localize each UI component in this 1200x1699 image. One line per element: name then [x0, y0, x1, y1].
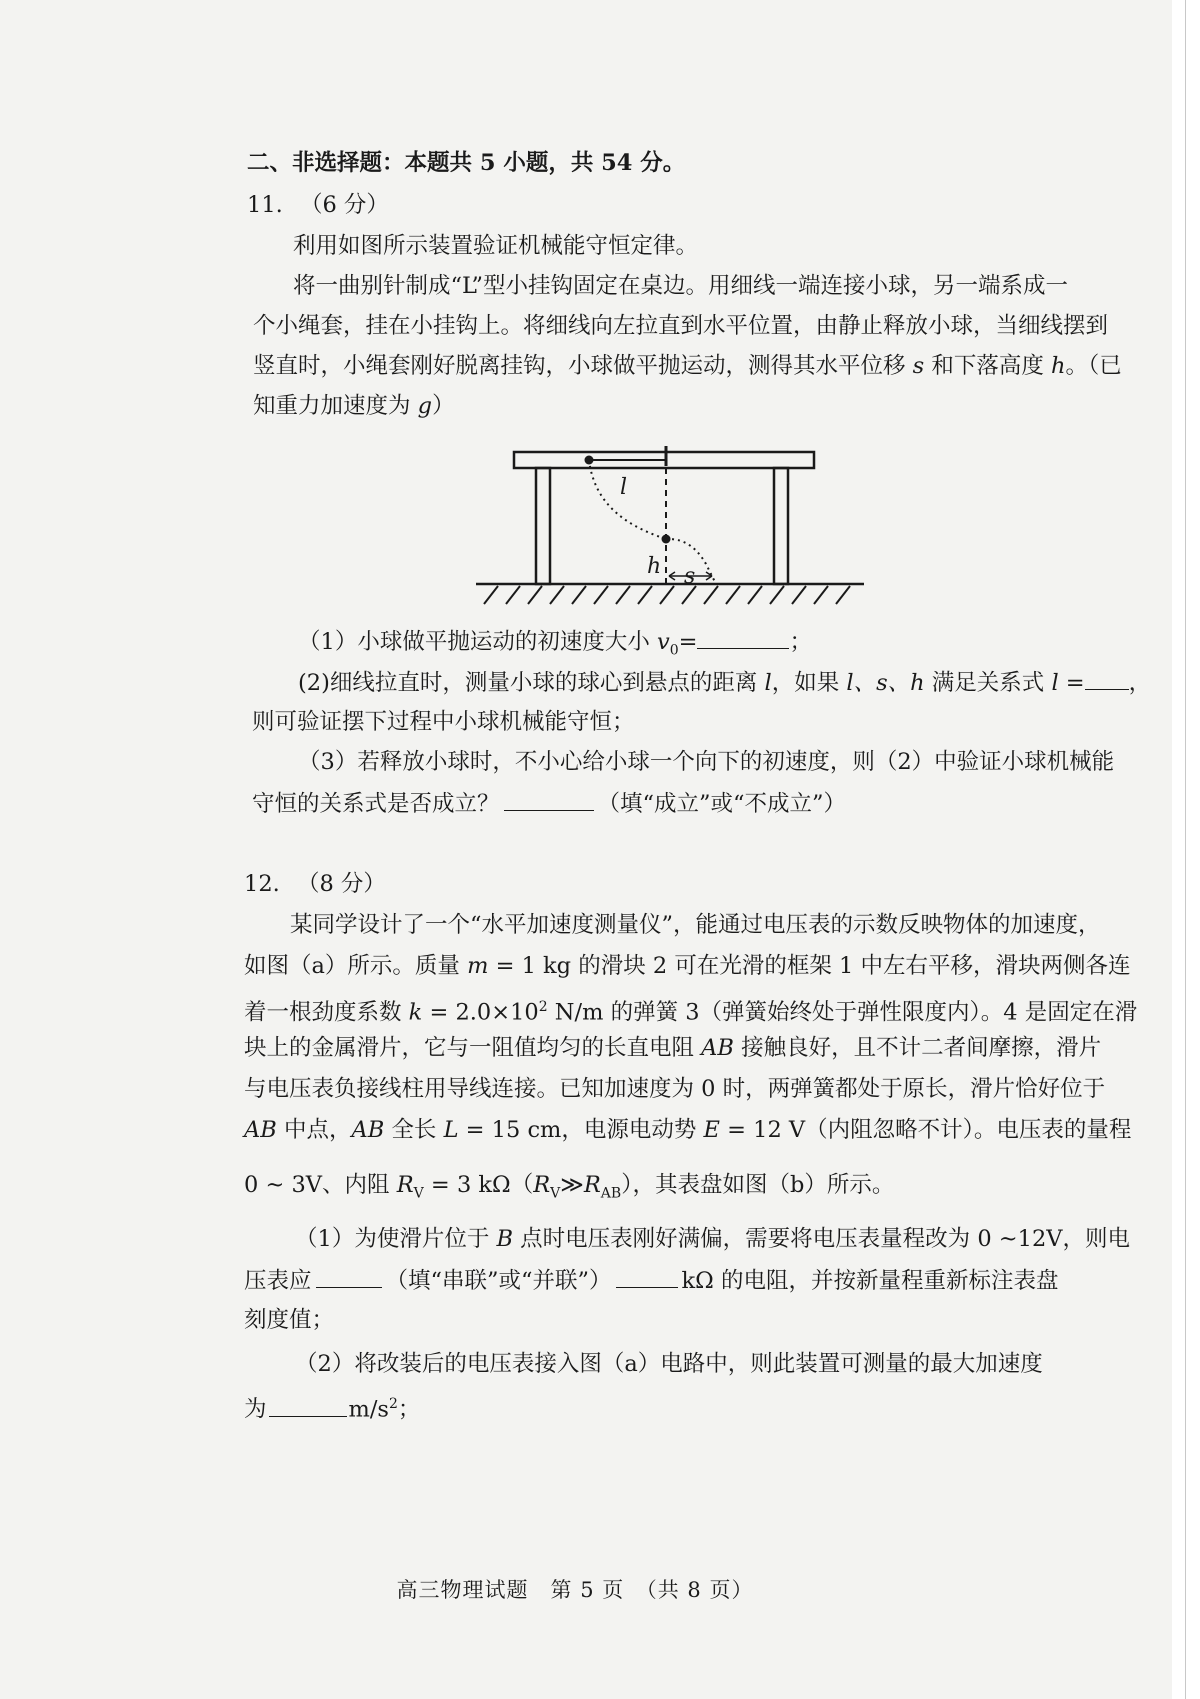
- q11-sub1-eq: =: [678, 629, 698, 655]
- q11-sub2-line2: 则可验证摆下过程中小球机械能守恒；: [252, 709, 635, 735]
- q12-sub1-line2: [244, 1265, 1058, 1296]
- q12-line2-b: = 1 kg 的滑块 2 可在光滑的框架 1 中左右平移，滑块两侧各连: [488, 953, 1131, 979]
- q11-sub3-line2: [252, 788, 846, 819]
- q11-sub2-eq: =: [1058, 670, 1085, 696]
- var-l: l: [764, 670, 772, 696]
- q12-sub2-line1: （2）将改装后的电压表接入图（a）电路中，则此装置可测量的最大加速度: [295, 1351, 1043, 1377]
- q12-line7-d: ），其表盘如图（b）所示。: [621, 1172, 895, 1198]
- q12-sub1-blank-resistance[interactable]: [616, 1265, 678, 1288]
- vars-lsh: l、s、h: [846, 670, 925, 696]
- q11-para-line2: 个小绳套，挂在小挂钩上。将细线向左拉直到水平位置，由静止释放小球，当细线摆到: [253, 313, 1109, 339]
- var-s: s: [912, 353, 925, 379]
- q12-sub1-blank-connection[interactable]: [316, 1265, 382, 1288]
- q12-sub2-unit: m/s: [348, 1396, 389, 1423]
- q11-header: [247, 190, 389, 220]
- q12-line7: [244, 1170, 894, 1209]
- q12-sub1-line1: [295, 1224, 1130, 1254]
- q12-sub2-unit-sup: 2: [388, 1396, 398, 1412]
- q11-sub1-text: （1）小球做平抛运动的初速度大小: [298, 629, 657, 655]
- var-R-sub: V: [413, 1185, 424, 1202]
- q12-line2: [244, 951, 1130, 981]
- var-ab: AB: [701, 1035, 734, 1061]
- q12-line3-b: = 2.0×10: [422, 999, 539, 1026]
- q12-line4-a: 块上的金属滑片，它与一阻值均匀的长直电阻: [244, 1035, 702, 1061]
- q11-apparatus-figure: [470, 438, 870, 613]
- var-ab-3: AB: [351, 1117, 385, 1143]
- q11-para-line3-c: 。（已: [1065, 353, 1122, 379]
- q11-para-line3: [253, 351, 1122, 381]
- q11-number: 11.: [247, 192, 283, 218]
- q12-line7-c: ≫: [560, 1172, 584, 1198]
- var-v0: v: [656, 629, 670, 655]
- q11-para-line4-b: ）: [432, 393, 455, 419]
- q12-line6-d: = 12 V（内阻忽略不计）。电压表的量程: [719, 1117, 1132, 1143]
- q11-para-line4: [253, 391, 455, 421]
- var-L: L: [443, 1117, 459, 1143]
- q11-sub2-text-a: (2)细线拉直时，测量小球的球心到悬点的距离: [298, 670, 765, 696]
- q11-sub2-text-b: ，如果: [771, 670, 847, 696]
- q12-points: （8 分）: [296, 871, 386, 897]
- section-heading: 二、非选择题：本题共 5 小题，共 54 分。: [247, 150, 686, 176]
- q12-line7-a: 0 ~ 3V、内阻: [244, 1172, 397, 1198]
- q12-line3: [244, 992, 1137, 1028]
- q12-line2-a: 如图（a）所示。质量: [244, 953, 468, 979]
- q11-para-line3-a: 竖直时，小绳套刚好脱离挂钩，小球做平抛运动，测得其水平位移: [253, 353, 913, 379]
- swing-arc: [589, 460, 666, 539]
- q11-sub2: [298, 667, 1151, 698]
- q11-sub2-text-c: 满足关系式: [924, 670, 1052, 696]
- q12-line6: [244, 1115, 1131, 1145]
- q11-intro: 利用如图所示装置验证机械能守恒定律。: [293, 233, 699, 259]
- page-footer: 高三物理试题 第 5 页 （共 8 页）: [396, 1578, 754, 1602]
- q11-sub1-end: ；: [789, 629, 812, 655]
- q11-para-line4-a: 知重力加速度为: [253, 393, 418, 419]
- q12-sub1-line3: 刻度值；: [244, 1307, 335, 1333]
- q11-para-line3-b: 和下落高度: [924, 353, 1052, 379]
- var-m: m: [467, 953, 489, 979]
- var-R-2: R: [533, 1172, 551, 1198]
- label-h: h: [647, 554, 662, 579]
- q11-sub3-text-b: （填“成立”或“不成立”）: [597, 791, 847, 817]
- var-l-eq: l: [1051, 670, 1059, 696]
- ground-hatching: [484, 586, 850, 604]
- q11-points: （6 分）: [299, 192, 389, 218]
- q12-line6-a: 中点，: [276, 1117, 352, 1143]
- var-h: h: [1051, 353, 1066, 379]
- table-leg-left: [536, 468, 550, 584]
- var-R-3-sub: AB: [600, 1185, 622, 1202]
- q12-line7-b: = 3 kΩ（: [423, 1172, 534, 1198]
- q12-sub2-line2: [244, 1389, 420, 1425]
- q12-sub1-line2-a: 压表应: [244, 1268, 312, 1294]
- var-R-3: R: [583, 1172, 601, 1198]
- q12-sub1-a: （1）为使滑片位于: [295, 1226, 497, 1252]
- q12-line4-b: 接触良好，且不计二者间摩擦，滑片: [733, 1035, 1102, 1061]
- q12-sub2-line2-a: 为: [244, 1396, 267, 1423]
- table-leg-right: [774, 468, 788, 584]
- q12-line4: [244, 1033, 1101, 1063]
- q12-line5: 与电压表负接线柱用导线连接。已知加速度为 0 时，两弹簧都处于原长，滑片恰好位于: [244, 1076, 1106, 1102]
- var-v0-sub: 0: [669, 642, 679, 659]
- q12-header: [244, 869, 386, 899]
- q11-sub2-answer-blank[interactable]: [1085, 667, 1129, 690]
- q11-sub3-line1: （3）若释放小球时，不小心给小球一个向下的初速度，则（2）中验证小球机械能: [298, 749, 1115, 775]
- var-k: k: [408, 999, 423, 1026]
- q11-sub3-answer-blank[interactable]: [504, 788, 594, 811]
- q12-line1: 某同学设计了一个“水平加速度测量仪”，能通过电压表的示数反映物体的加速度，: [290, 912, 1101, 938]
- q12-line6-c: = 15 cm，电源电动势: [458, 1117, 704, 1143]
- var-g: g: [417, 393, 433, 419]
- var-B: B: [496, 1226, 514, 1252]
- q12-number: 12.: [244, 871, 280, 897]
- q11-sub1-answer-blank[interactable]: [697, 626, 789, 649]
- q12-sub1-b: 点时电压表刚好满偏，需要将电压表量程改为 0 ~12V，则电: [513, 1226, 1131, 1252]
- var-R: R: [396, 1172, 414, 1198]
- var-ab-2: AB: [244, 1117, 277, 1143]
- q12-line6-b: 全长: [384, 1117, 444, 1143]
- q11-para-line1: 将一曲别针制成“L”型小挂钩固定在桌边。用细线一端连接小球，另一端系成一: [293, 273, 1069, 299]
- var-E: E: [703, 1117, 720, 1143]
- label-l: l: [620, 475, 628, 500]
- q12-line3-c: N/m 的弹簧 3（弹簧始终处于弹性限度内）。4 是固定在滑: [547, 999, 1138, 1026]
- q12-sub2-answer-blank[interactable]: [269, 1394, 347, 1417]
- q12-sub2-end: ；: [397, 1396, 421, 1423]
- q11-sub1: [298, 626, 812, 666]
- q11-sub3-text-a: 守恒的关系式是否成立？: [252, 791, 500, 817]
- q12-line3-sup: 2: [538, 999, 548, 1015]
- var-R-2-sub: V: [550, 1185, 561, 1202]
- q12-sub1-line2-b: （填“串联”或“并联”）: [385, 1268, 612, 1294]
- q11-sub2-end: ，: [1128, 670, 1152, 696]
- label-s: s: [684, 564, 696, 589]
- q12-line3-a: 着一根劲度系数: [244, 999, 409, 1026]
- q12-sub1-line2-c: kΩ 的电阻，并按新量程重新标注表盘: [681, 1268, 1059, 1294]
